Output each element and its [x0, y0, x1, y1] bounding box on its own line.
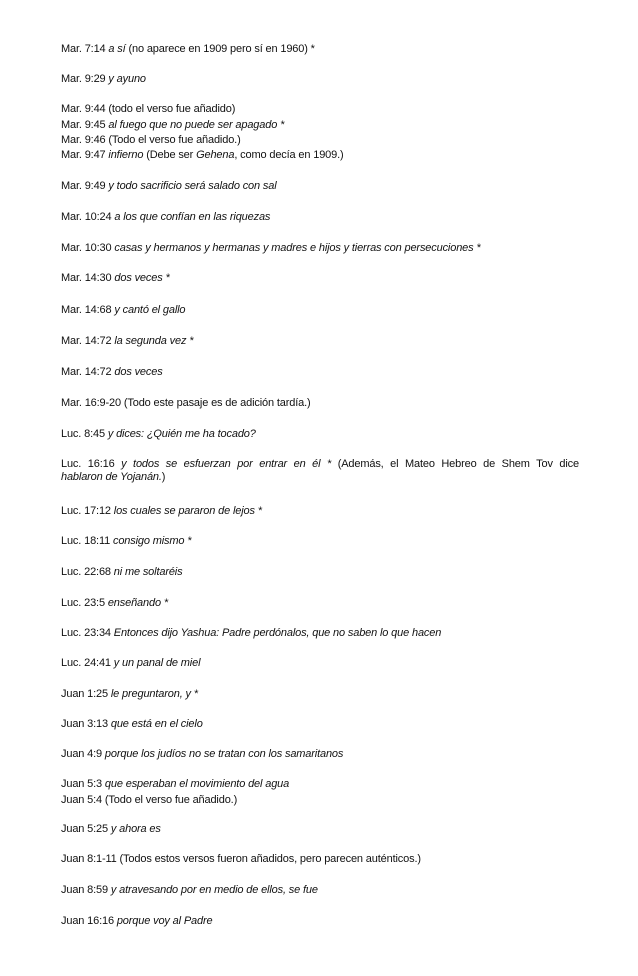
verse-ref: Mar. 9:46	[61, 134, 106, 146]
note-text-end: , como decía en 1909.)	[234, 149, 344, 161]
added-text: y dices: ¿Quién me ha tocado?	[107, 428, 256, 440]
verse-ref: Luc. 17:12	[61, 505, 111, 517]
added-text: y ayuno	[108, 73, 146, 85]
entry-juan-5-3	[61, 778, 579, 791]
entry-mar-9-46	[61, 134, 579, 147]
verse-ref: Mar. 10:24	[61, 211, 112, 223]
added-text: y cantó el gallo	[114, 304, 186, 316]
added-text: casas y hermanos y hermanas y madres e hijos y tierras con persecuciones *	[114, 242, 481, 254]
verse-ref: Mar. 10:30	[61, 242, 115, 254]
entry-luc-16-16	[61, 458, 579, 484]
entry-juan-4-9	[61, 748, 579, 761]
note-text: (Debe ser	[143, 149, 197, 161]
note-text-end: )	[161, 471, 166, 483]
entry-mar-9-29	[61, 73, 579, 86]
verse-ref: Juan 5:3	[61, 778, 103, 790]
entry-luc-22-68	[61, 566, 579, 579]
verse-ref: Luc. 23:34	[61, 627, 111, 639]
entry-juan-16-16	[61, 915, 579, 928]
verse-ref: Mar. 14:30	[61, 272, 115, 284]
added-text: los cuales se pararon de lejos *	[113, 505, 262, 517]
entry-juan-3-13	[61, 718, 579, 731]
entry-luc-18-11	[61, 535, 579, 548]
added-text: le preguntaron, y *	[110, 688, 198, 700]
note-text: (Todos estos versos fueron añadidos, pero parecen auténticos.)	[119, 853, 421, 865]
note-text: (Todo el verso fue añadido.)	[104, 794, 238, 806]
added-text: y un panal de miel	[113, 657, 201, 669]
verse-ref: Mar. 14:68	[61, 304, 112, 316]
entry-luc-23-5	[61, 597, 579, 610]
added-text: a los que confían en las riquezas	[114, 211, 271, 223]
verse-ref: Mar. 9:49	[61, 180, 106, 192]
verse-ref: Luc. 18:11	[61, 535, 111, 547]
added-text: Entonces dijo Yashua: Padre perdónalos, que no saben lo que hacen	[113, 627, 442, 639]
entry-luc-17-12	[61, 505, 579, 518]
added-text: que está en el cielo	[110, 718, 203, 730]
verse-ref: Juan 1:25	[61, 688, 108, 700]
entry-juan-5-4	[61, 794, 579, 807]
added-text: y todo sacrificio será salado con sal	[108, 180, 277, 192]
verse-ref: Mar. 9:29	[61, 73, 106, 85]
note-text: (no aparece en 1909 pero sí en 1960) *	[125, 43, 315, 55]
verse-ref: Juan 5:25	[61, 823, 108, 835]
entry-mar-14-30	[61, 272, 579, 285]
added-text: porque los judíos no se tratan con los samaritanos	[104, 748, 344, 760]
entry-line-1	[61, 458, 579, 471]
entry-mar-10-24	[61, 211, 579, 224]
verse-ref: Luc. 24:41	[61, 657, 111, 669]
entry-juan-1-25	[61, 688, 579, 701]
added-text: dos veces *	[114, 272, 170, 284]
entry-juan-5-25	[61, 823, 579, 836]
note-italic: Gehena	[196, 149, 235, 161]
note-text: (todo el verso fue añadido)	[108, 103, 236, 115]
added-text: dos veces	[114, 366, 163, 378]
verse-ref: Juan 5:4	[61, 794, 103, 806]
added-text: y todos se esfuerzan por entrar en él *	[121, 458, 332, 470]
entry-luc-23-34	[61, 627, 579, 640]
entry-mar-14-72a	[61, 335, 579, 348]
added-text: y ahora es	[110, 823, 161, 835]
verse-ref: Mar. 7:14	[61, 43, 106, 55]
entry-mar-7-14	[61, 43, 579, 56]
entry-luc-24-41	[61, 657, 579, 670]
note-italic: hablaron de Yojanán.	[61, 471, 162, 483]
added-text: infierno	[108, 149, 144, 161]
added-text: enseñando *	[107, 597, 168, 609]
verse-ref: Mar. 14:72	[61, 366, 112, 378]
verse-ref: Juan 3:13	[61, 718, 108, 730]
entry-mar-9-45	[61, 119, 579, 132]
added-text: que esperaban el movimiento del agua	[104, 778, 290, 790]
verse-ref: Mar. 9:45	[61, 119, 106, 131]
entry-luc-8-45	[61, 428, 579, 441]
entry-juan-8-59	[61, 884, 579, 897]
verse-ref: Mar. 9:47	[61, 149, 106, 161]
added-text: ni me soltaréis	[113, 566, 183, 578]
verse-ref: Luc. 22:68	[61, 566, 114, 578]
added-text: consigo mismo *	[112, 535, 192, 547]
verse-ref: Juan 16:16	[61, 915, 114, 927]
entry-juan-8-1-11	[61, 853, 579, 866]
added-text: y atravesando por en medio de ellos, se fue	[110, 884, 318, 896]
entry-mar-9-49	[61, 180, 579, 193]
entry-mar-14-68	[61, 304, 579, 317]
added-text: a sí	[108, 43, 126, 55]
entry-line-2	[61, 471, 165, 483]
verse-ref: Luc. 8:45	[61, 428, 108, 440]
added-text: la segunda vez *	[114, 335, 194, 347]
entry-mar-16-9-20	[61, 397, 579, 410]
added-text: al fuego que no puede ser apagado *	[108, 119, 285, 131]
note-text: (Todo el verso fue añadido.)	[108, 134, 241, 146]
entry-mar-9-47	[61, 149, 579, 162]
entry-mar-14-72b	[61, 366, 579, 379]
verse-ref: Mar. 14:72	[61, 335, 112, 347]
verse-ref: Juan 8:1-11	[61, 853, 117, 865]
verse-ref: Mar. 16:9-20	[61, 397, 121, 409]
verse-ref: Luc. 23:5	[61, 597, 105, 609]
verse-ref: Mar. 9:44	[61, 103, 106, 115]
verse-ref: Juan 4:9	[61, 748, 103, 760]
entry-mar-10-30	[61, 242, 579, 255]
verse-ref: Luc. 16:16	[61, 458, 122, 470]
note-text: (Además, el Mateo Hebreo de Shem Tov dice	[331, 458, 579, 470]
added-text: porque voy al Padre	[116, 915, 213, 927]
verse-ref: Juan 8:59	[61, 884, 108, 896]
note-text: (Todo este pasaje es de adición tardía.)	[123, 397, 311, 409]
entry-mar-9-44	[61, 103, 579, 116]
